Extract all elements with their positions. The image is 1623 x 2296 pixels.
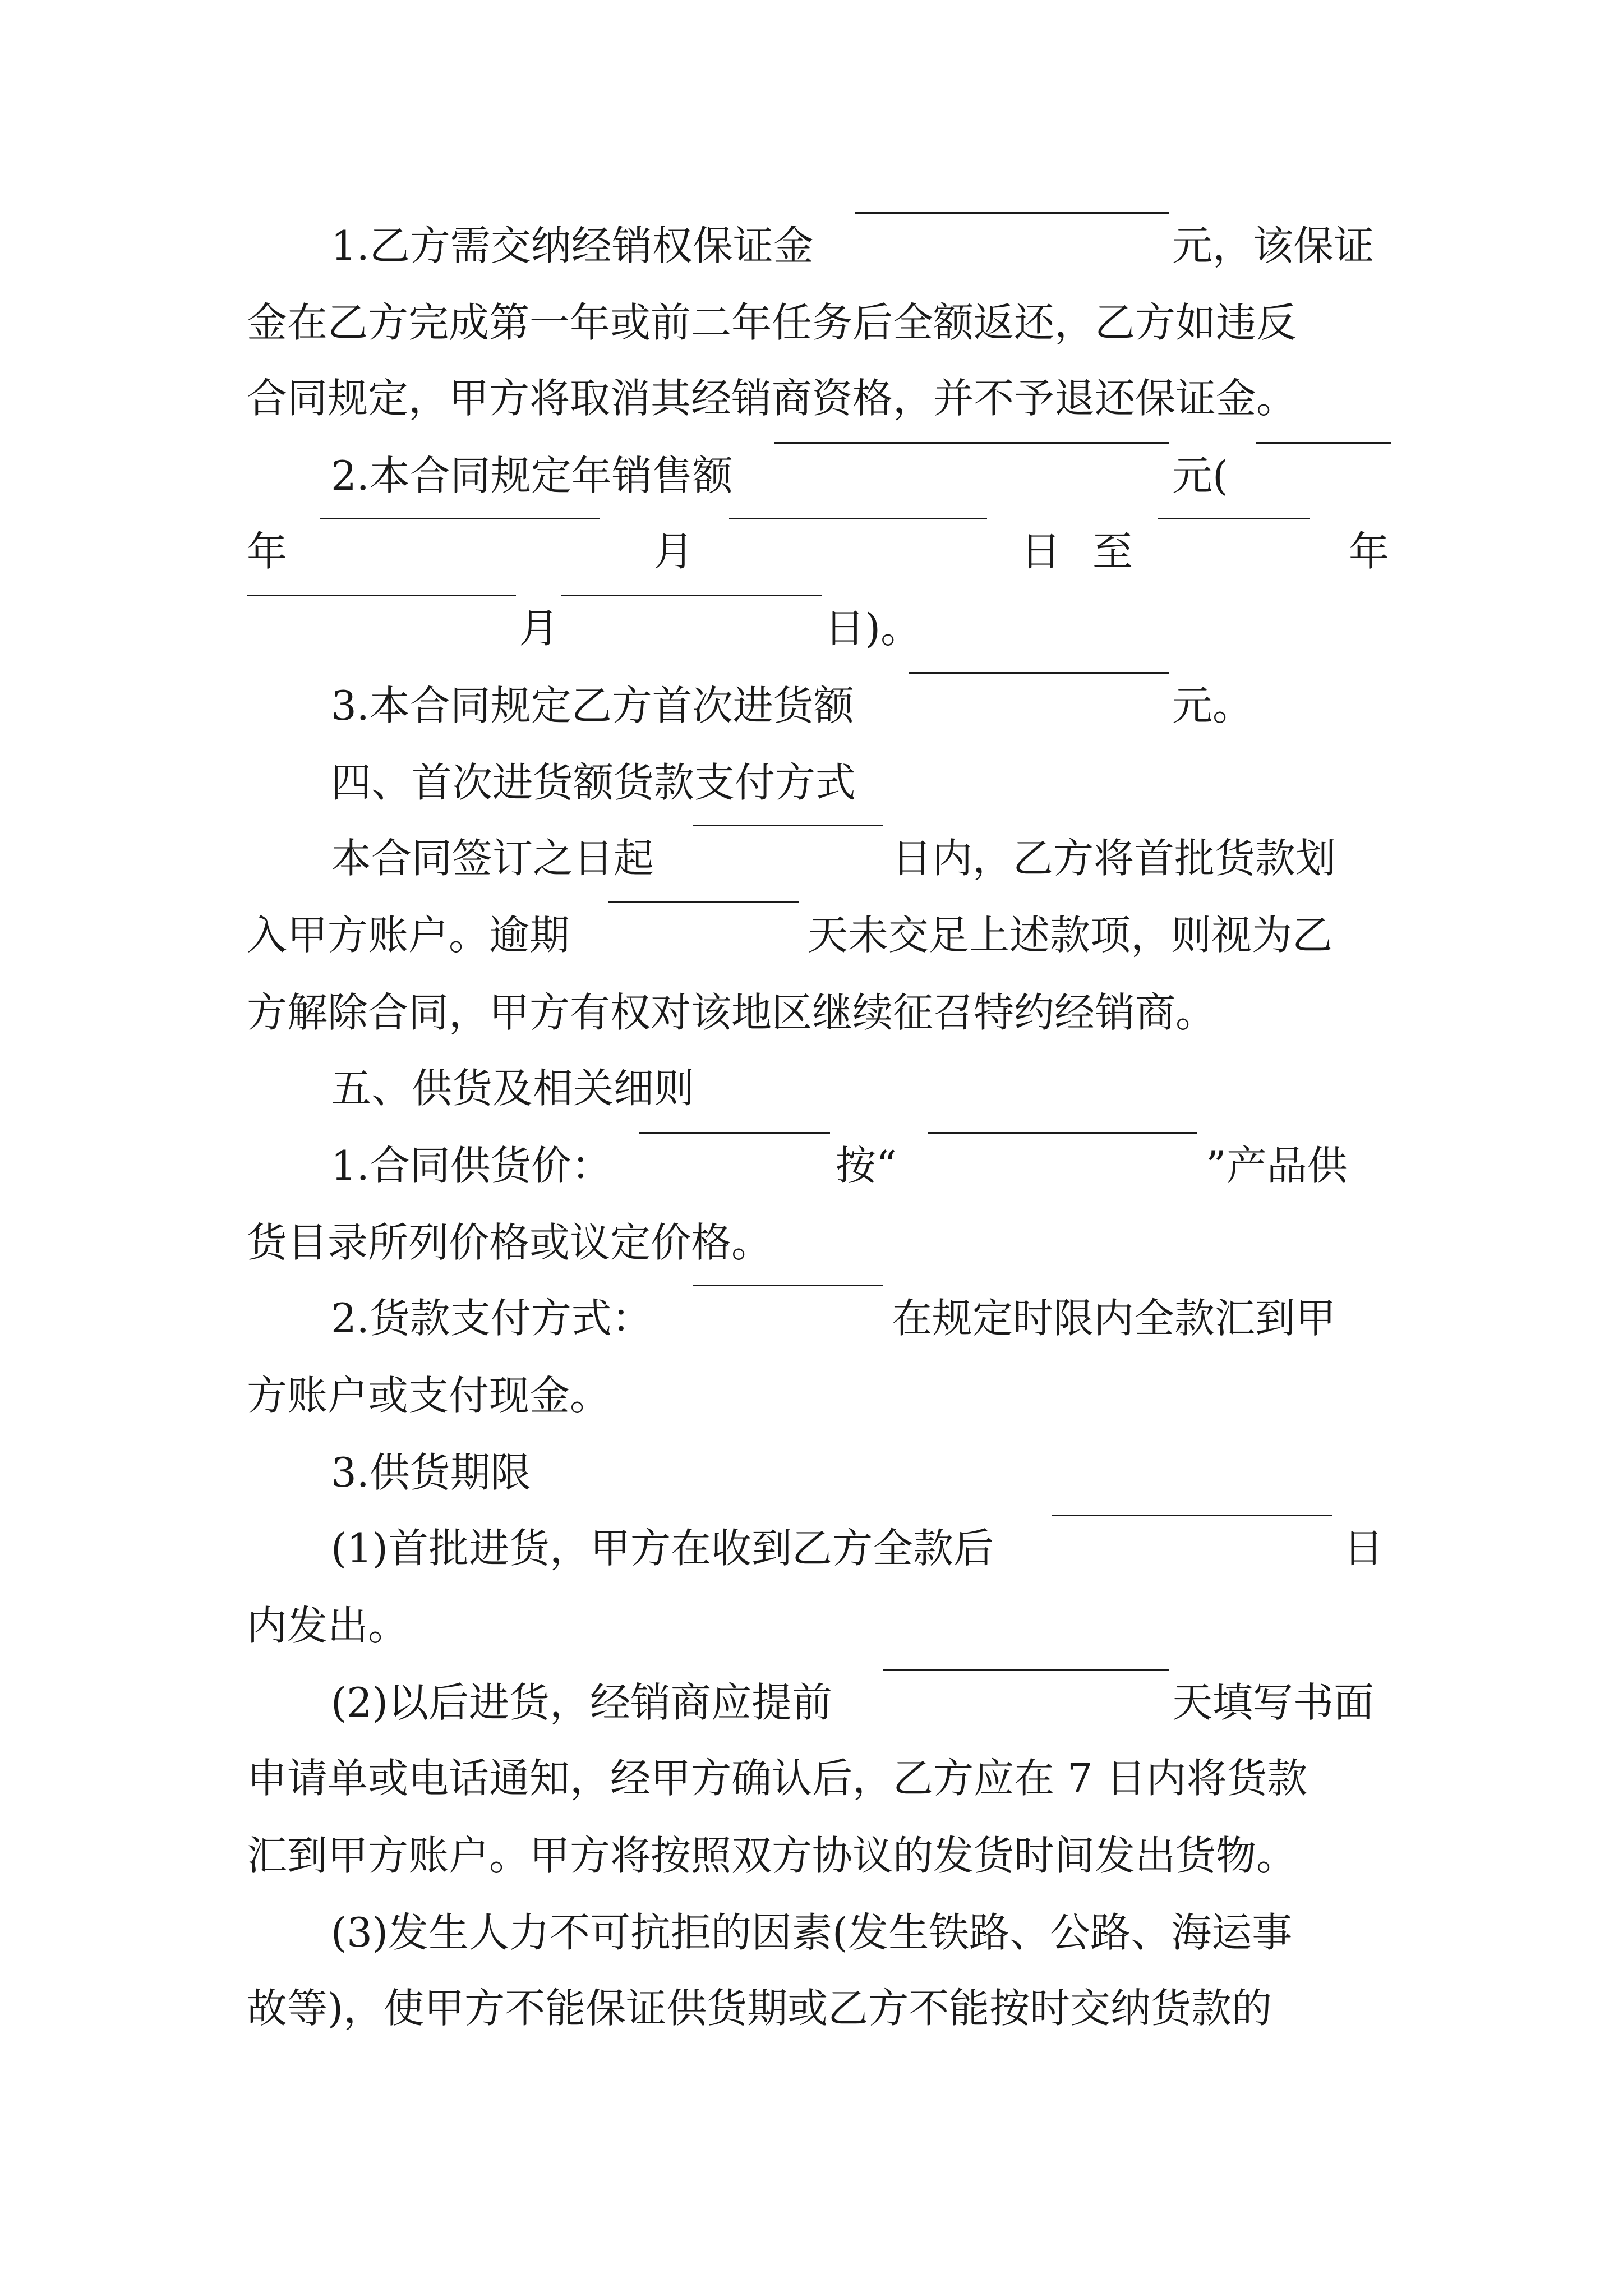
- clause-1-line-3: [0, 365, 1623, 432]
- section-5-heading: [0, 1055, 1623, 1122]
- blank-end-year: [1158, 518, 1310, 519]
- clause-3-line-1: [0, 672, 1623, 739]
- clause-5-3-2-line-2: [0, 1745, 1623, 1812]
- clause-text: 天填写书面: [1172, 1679, 1375, 1726]
- clause-2-line-1: [0, 442, 1623, 509]
- section-4-heading: [0, 749, 1623, 816]
- clause-text: 日)。: [824, 605, 921, 652]
- section-4-line-1: [0, 825, 1623, 892]
- clause-text: 天未交足上述款项，则视为乙: [808, 912, 1333, 959]
- clause-text: 2.货款支付方式：: [331, 1295, 652, 1342]
- blank-advance-days: [883, 1669, 1169, 1671]
- clause-text: 1.合同供货价：: [331, 1142, 612, 1189]
- section-heading: 五、供货及相关细则: [331, 1065, 695, 1112]
- clause-text: (1)首批进货，甲方在收到乙方全款后: [331, 1525, 994, 1572]
- clause-text: 元。: [1172, 682, 1253, 729]
- clause-5-2-line-1: [0, 1285, 1623, 1352]
- clause-2-line-2: [0, 518, 1623, 585]
- clause-5-2-line-2: [0, 1362, 1623, 1429]
- section-heading: 四、首次进货额货款支付方式: [331, 759, 856, 806]
- clause-text: 日至: [1021, 528, 1165, 575]
- clause-5-3-3-line-2: [0, 1975, 1623, 2042]
- section-4-line-3: [0, 979, 1623, 1046]
- blank-start-year: [1256, 442, 1391, 444]
- clause-text: (2)以后进货，经销商应提前: [331, 1679, 832, 1726]
- blank-annual-sales: [774, 442, 1169, 444]
- blank-deposit: [855, 212, 1169, 214]
- clause-text: 日: [1343, 1525, 1384, 1572]
- clause-1-line-2: [0, 289, 1623, 356]
- clause-text: 2.本合同规定年销售额: [331, 452, 733, 499]
- blank-payment-days: [693, 825, 883, 826]
- blank-dispatch-days: [1052, 1515, 1332, 1516]
- section-4-line-2: [0, 901, 1623, 969]
- clause-text: 故等)，使甲方不能保证供货期或乙方不能按时交纳货款的: [247, 1985, 1272, 2032]
- clause-text: 元，该保证: [1172, 222, 1375, 269]
- clause-5-3-2-line-1: [0, 1669, 1623, 1736]
- clause-text: 按“: [836, 1142, 897, 1189]
- blank-overdue-days: [608, 901, 799, 903]
- clause-5-3-heading: [0, 1439, 1623, 1506]
- clause-5-3-1-line-1: [0, 1515, 1623, 1582]
- clause-text: 日内，乙方将首批货款划: [892, 835, 1336, 882]
- clause-text: 汇到甲方账户。甲方将按照双方协议的发货时间发出货物。: [247, 1832, 1297, 1879]
- clause-5-3-2-line-3: [0, 1822, 1623, 1889]
- clause-text: 方账户或支付现金。: [247, 1372, 611, 1419]
- clause-text: 月: [519, 605, 560, 652]
- clause-text: 本合同签订之日起: [331, 835, 654, 882]
- blank-first-order: [909, 672, 1169, 674]
- clause-text: 入甲方账户。逾期: [247, 912, 570, 959]
- clause-text: 3.供货期限: [331, 1449, 531, 1496]
- blank-payment-method: [693, 1285, 883, 1286]
- clause-text: 年: [1349, 528, 1390, 575]
- blank-start-month: [320, 518, 600, 519]
- clause-text: 在规定时限内全款汇到甲: [892, 1295, 1336, 1342]
- blank-start-day: [729, 518, 987, 519]
- clause-text: 金在乙方完成第一年或前二年任务后全额返还，乙方如违反: [247, 299, 1297, 346]
- clause-text: (3)发生人力不可抗拒的因素(发生铁路、公路、海运事: [331, 1909, 1293, 1956]
- clause-text: 方解除合同，甲方有权对该地区继续征召特约经销商。: [247, 989, 1216, 1036]
- clause-5-1-line-2: [0, 1209, 1623, 1276]
- clause-1-line-1: [0, 212, 1623, 279]
- clause-text: 货目录所列价格或议定价格。: [247, 1219, 772, 1266]
- blank-end-day: [561, 595, 822, 596]
- clause-text: 1.乙方需交纳经销权保证金: [331, 222, 814, 269]
- clause-5-1-line-1: [0, 1132, 1623, 1199]
- clause-text: 月: [653, 528, 694, 575]
- clause-text: ”产品供: [1206, 1142, 1348, 1189]
- blank-supply-price: [639, 1132, 830, 1134]
- clause-text: 合同规定，甲方将取消其经销商资格，并不予退还保证金。: [247, 375, 1297, 422]
- clause-5-3-3-line-1: [0, 1899, 1623, 1966]
- clause-text: 年: [247, 528, 288, 575]
- clause-2-line-3: [0, 595, 1623, 662]
- blank-end-month: [247, 595, 516, 596]
- clause-text: 内发出。: [247, 1602, 409, 1649]
- clause-text: 申请单或电话通知，经甲方确认后，乙方应在 7 日内将货款: [247, 1755, 1308, 1802]
- clause-5-3-1-line-2: [0, 1592, 1623, 1659]
- clause-text: 元(: [1172, 452, 1229, 499]
- clause-text: 3.本合同规定乙方首次进货额: [331, 682, 854, 729]
- blank-product-name: [928, 1132, 1197, 1134]
